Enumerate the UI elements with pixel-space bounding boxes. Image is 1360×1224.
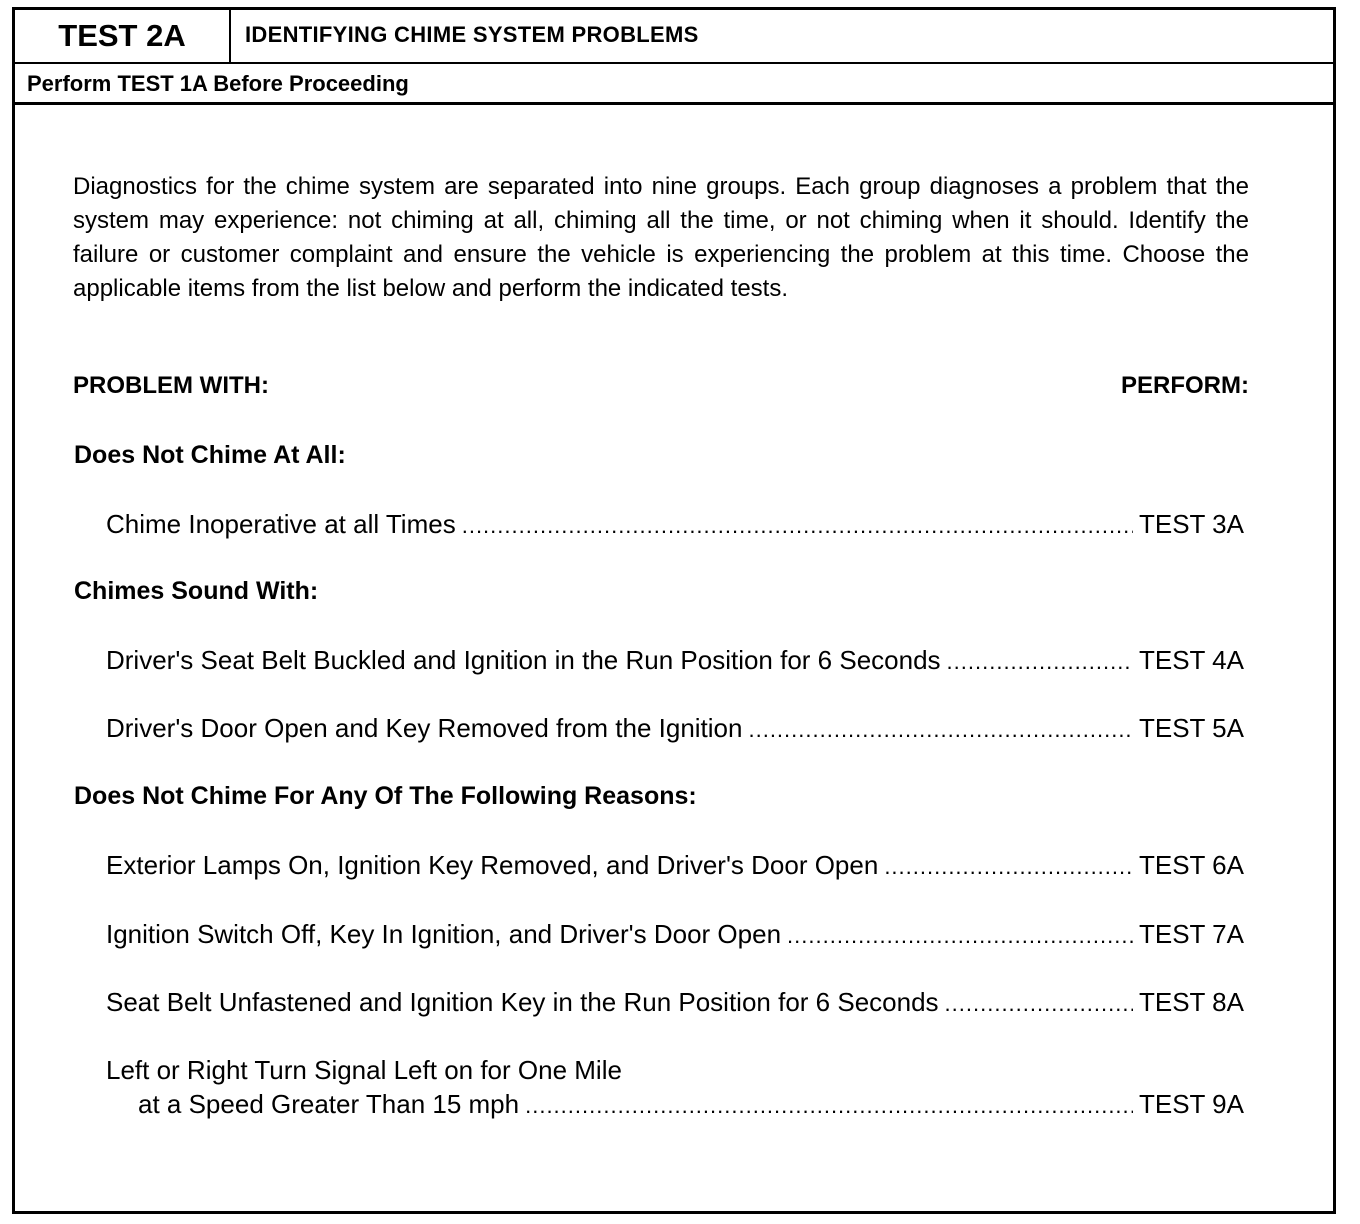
dot-leader	[462, 509, 1133, 543]
test-id-cell: TEST 2A	[15, 10, 231, 62]
problem-column-heading: PROBLEM WITH:	[73, 372, 269, 399]
group-heading-not-chime-reasons: Does Not Chime For Any Of The Following Reasons:	[74, 782, 697, 810]
prerequisite-row	[15, 64, 1333, 105]
test-title: IDENTIFYING CHIME SYSTEM PROBLEMS	[245, 22, 699, 47]
perform-column-heading: PERFORM:	[1121, 372, 1249, 399]
test-reference: TEST 8A	[1138, 987, 1244, 1017]
test-reference: TEST 5A	[1138, 713, 1244, 743]
dot-leader	[748, 713, 1133, 747]
list-item	[106, 917, 1244, 953]
item-description: Ignition Switch Off, Key In Ignition, and Driver's Door Open	[106, 919, 782, 949]
test-reference: TEST 4A	[1138, 645, 1244, 675]
test-reference: TEST 9A	[1138, 1089, 1244, 1119]
test-reference: TEST 3A	[1138, 509, 1244, 539]
item-description: Seat Belt Unfastened and Ignition Key in the Run Position for 6 Seconds	[106, 987, 939, 1017]
item-description-continued	[106, 1087, 1244, 1123]
group-heading-chimes-sound: Chimes Sound With:	[74, 577, 319, 605]
item-description: Driver's Door Open and Key Removed from the Ignition	[106, 713, 743, 743]
dot-leader	[525, 1089, 1133, 1123]
list-item	[106, 1053, 1244, 1123]
dot-leader	[947, 645, 1133, 679]
item-description: Left or Right Turn Signal Left on for One Mile	[106, 1055, 622, 1085]
group-heading-no-chime: Does Not Chime At All:	[74, 441, 346, 469]
dot-leader	[884, 850, 1133, 884]
dot-leader	[945, 987, 1133, 1021]
list-item	[106, 848, 1244, 884]
dot-leader	[787, 919, 1133, 953]
item-description: Exterior Lamps On, Ignition Key Removed, and Driver's Door Open	[106, 850, 879, 880]
prerequisite-text: Perform TEST 1A Before Proceeding	[27, 71, 409, 96]
test-reference: TEST 7A	[1138, 919, 1244, 949]
list-item	[106, 711, 1244, 747]
list-item	[106, 985, 1244, 1021]
list-item	[106, 643, 1244, 679]
header-row	[15, 10, 1333, 64]
intro-paragraph: Diagnostics for the chime system are separated into nine groups. Each group diagnoses a problem that the system may experience: not chiming at all, chiming all the time, or not chiming when it should. Identify the failure or customer complaint and ensure the vehicle is experiencing the problem at this time. Choose the applicable items from the list below and perform the indicated tests.	[73, 173, 1249, 302]
test-procedure-frame	[12, 7, 1336, 1214]
item-description-line2: at a Speed Greater Than 15 mph	[138, 1089, 520, 1119]
item-description: Driver's Seat Belt Buckled and Ignition in the Run Position for 6 Seconds	[106, 645, 941, 675]
list-item	[106, 507, 1244, 543]
test-reference: TEST 6A	[1138, 850, 1244, 880]
item-description: Chime Inoperative at all Times	[106, 509, 456, 539]
